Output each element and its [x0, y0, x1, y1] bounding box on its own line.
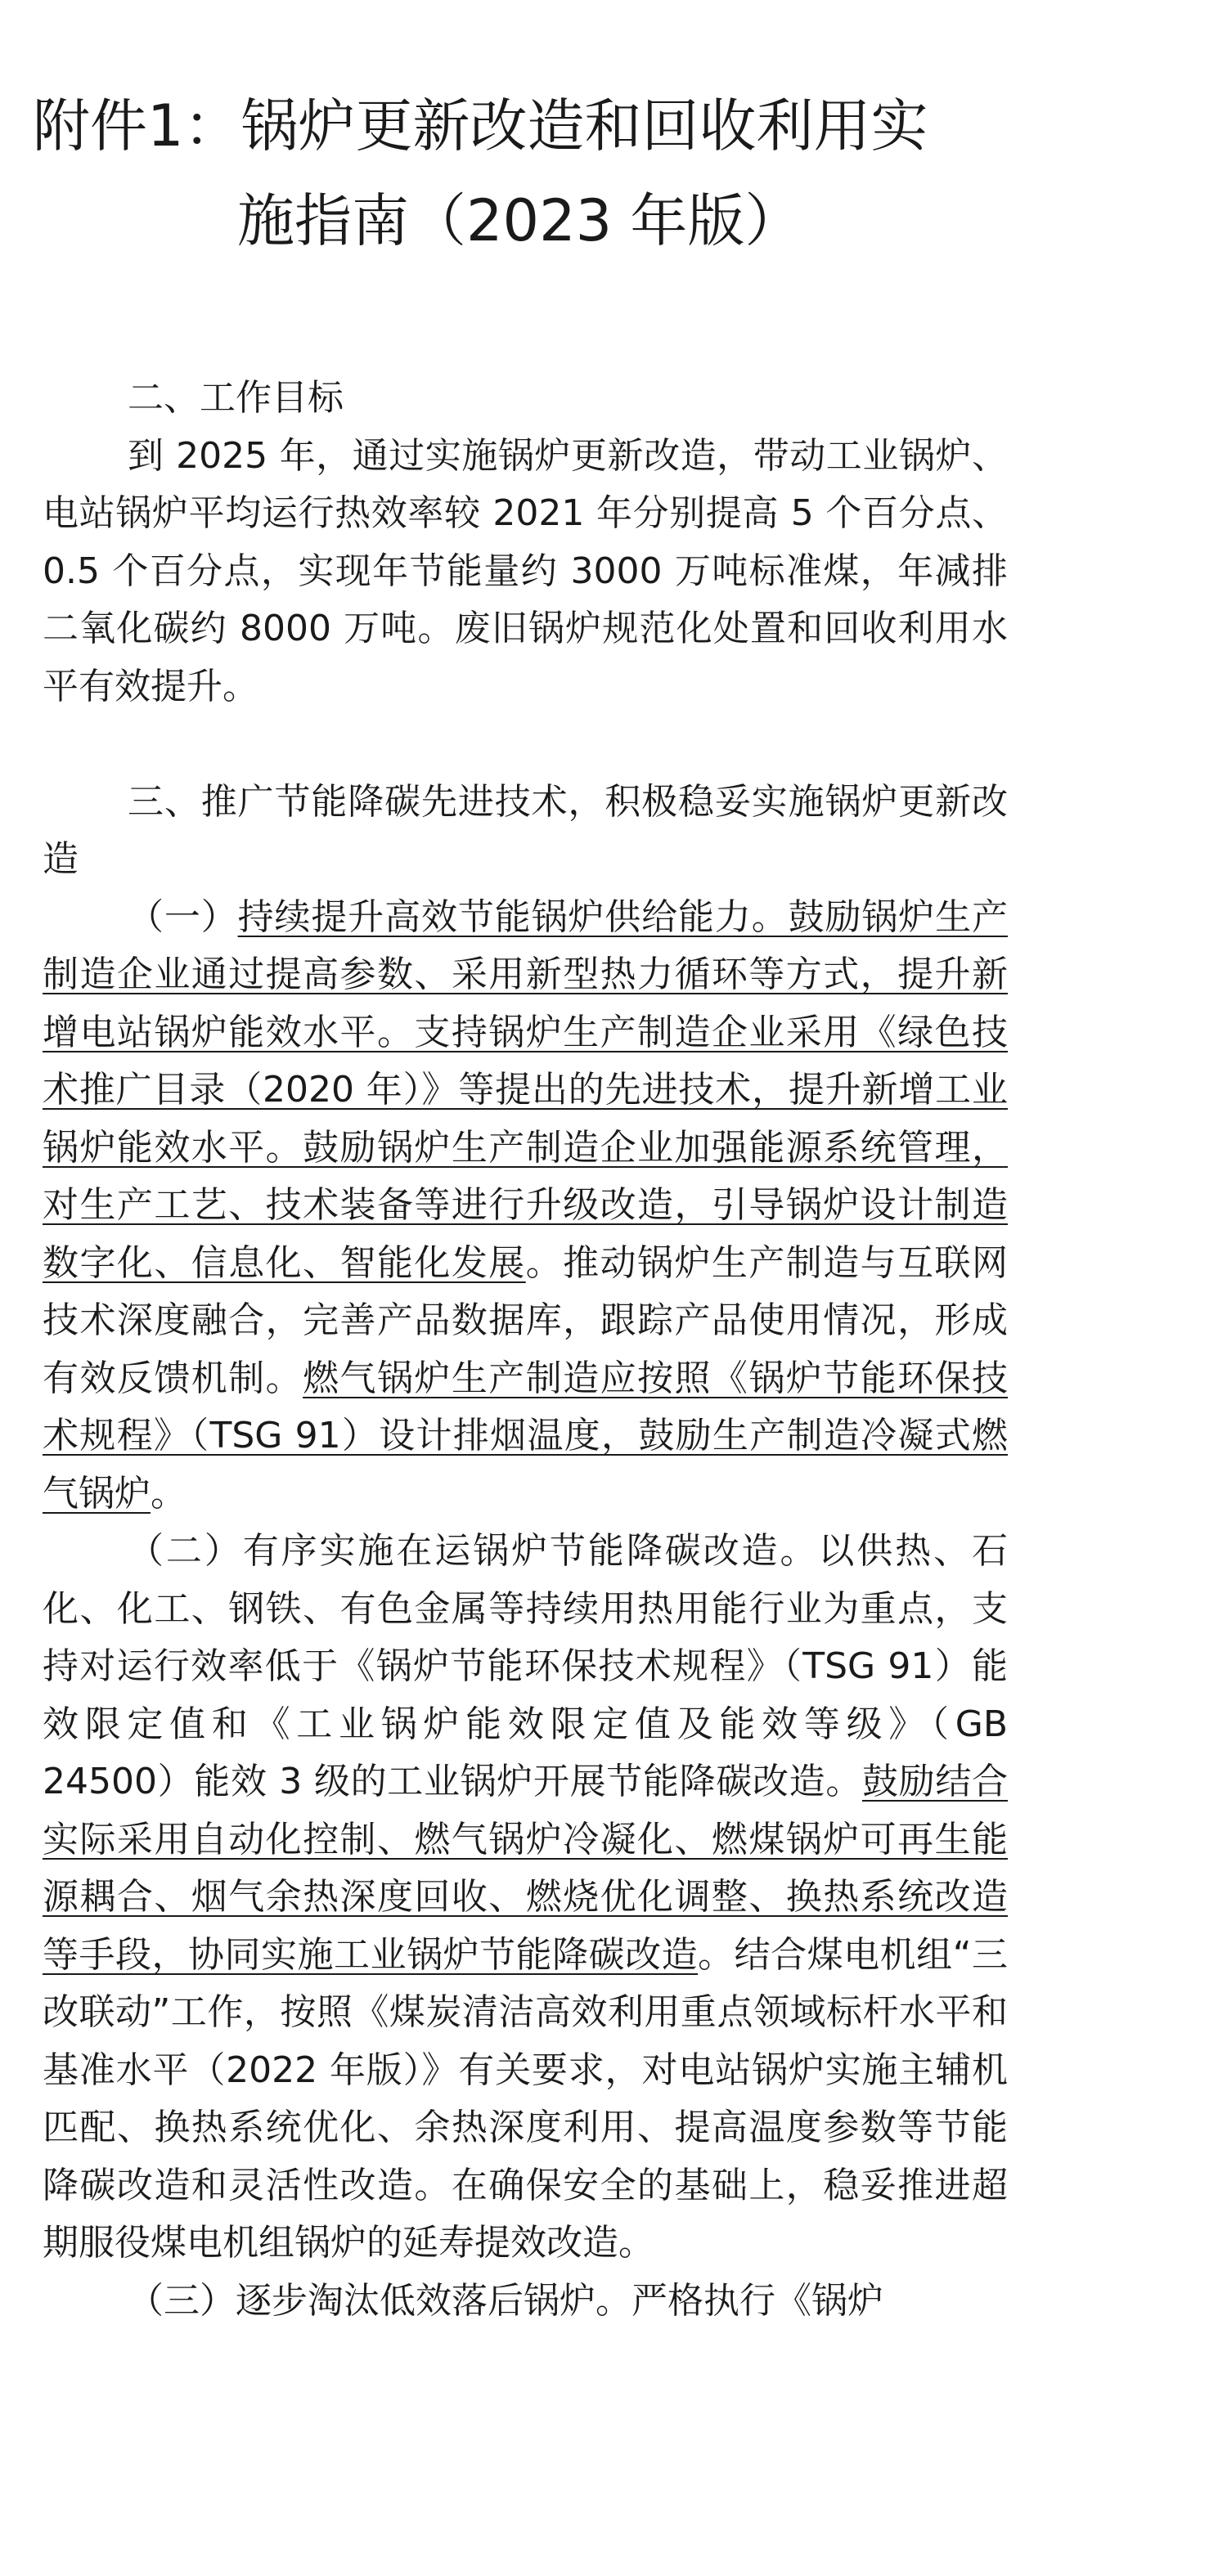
p1-middle: 。推动锅炉生产制造与互联网技术深度融合，完善产品数据库，跟踪产品使用情况，形成有效反馈机制。 [43, 1241, 1008, 1399]
p1-underlined-1: 持续提升高效节能锅炉供给能力。鼓励锅炉生产制造企业通过提高参数、采用新型热力循环等方式，提升新增电站锅炉能效水平。支持锅炉生产制造企业采用《绿色技术推广目录（2020 年）》等提出的先进技术，提升新增工业锅炉能效水平。鼓励锅炉生产制造企业加强能源系统管理，对生产工艺、技术装备等进行升级改造，引导锅炉设计制造数字化、信息化、智能化发展 [43, 895, 1008, 1284]
section-2-paragraph: 到 2025 年，通过实施锅炉更新改造，带动工业锅炉、电站锅炉平均运行热效率较 2021 年分别提高 5 个百分点、0.5 个百分点，实现年节能量约 3000 万吨标准煤，年减排二氧化碳约 8000 万吨。废旧锅炉规范化处置和回收利用水平有效提升。 [43, 434, 1008, 707]
p2-underlined: 鼓励结合实际采用自动化控制、燃气锅炉冷凝化、燃煤锅炉可再生能源耦合、烟气余热深度回收、燃烧优化调整、换热系统改造等手段，协同实施工业锅炉节能降碳改造 [43, 1761, 1009, 1976]
section-3-paragraph-2 [43, 1523, 1008, 2273]
section-2-heading: 二、工作目标 [128, 377, 344, 419]
p1-prefix: （一） [128, 895, 238, 938]
p2-part-a: （二）有序实施在运锅炉节能降碳改造。以供热、石化、化工、钢铁、有色金属等持续用热用能行业为重点，支持对运行效率低于《锅炉节能环保技术规程》（TSG 91）能效限定值和《工业锅炉能效限定值及能效等级》（GB 24500）能效 3 级的工业锅炉开展节能降碳改造。 [43, 1530, 1008, 1802]
section-3-paragraph-1 [43, 889, 1008, 1524]
title-line-1: 附件1：锅炉更新改造和回收利用实 [33, 92, 928, 159]
p2-part-b: 。结合煤电机组“三改联动”工作，按照《煤炭清洁高效利用重点领域标杆水平和基准水平（2022 年版）》有关要求，对电站锅炉实施主辅机匹配、换热系统优化、余热深度利用、提高温度参数等节能降碳改造和灵活性改造。在确保安全的基础上，稳妥推进超期服役煤电机组锅炉的延寿提效改造。 [43, 1933, 1008, 2264]
document-title [33, 79, 1014, 268]
blank-line [43, 716, 1008, 774]
section-3-heading: 三、推广节能降碳先进技术，积极稳妥实施锅炉更新改造 [43, 780, 1008, 880]
p1-underlined-2: 燃气锅炉生产制造应按照《锅炉节能环保技术规程》（TSG 91）设计排烟温度，鼓励生产制造冷凝式燃气锅炉 [43, 1357, 1009, 1515]
section-3-paragraph-3: （三）逐步淘汰低效落后锅炉。严格执行《锅炉 [128, 2279, 883, 2322]
title-line-2: 施指南（2023 年版） [237, 187, 802, 254]
p1-end: 。 [151, 1472, 187, 1515]
document-body [43, 370, 1008, 2330]
